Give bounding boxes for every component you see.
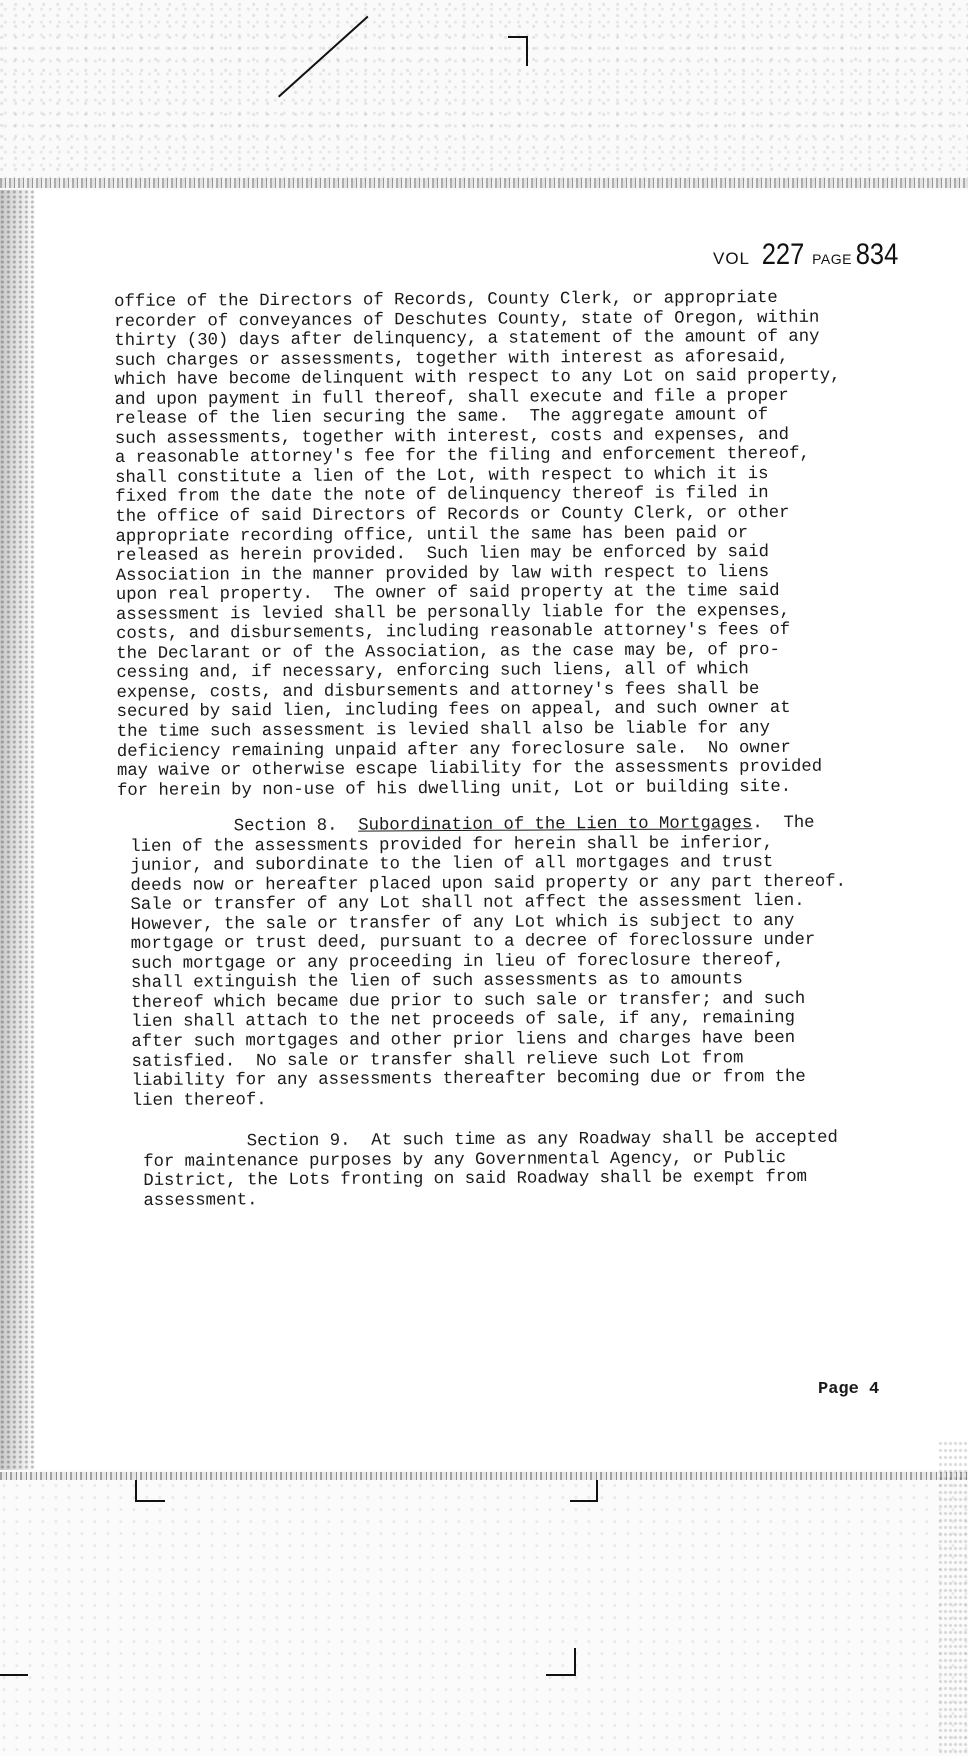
text-line: after such mortgages and other prior liens and charges have been (131, 1028, 796, 1053)
text-line: Sale or transfer of any Lot shall not affect the assessment lien. (130, 892, 805, 916)
crop-mark-bottom-left-vertical (135, 1480, 137, 1502)
crop-mark-bottom-right-vertical (596, 1480, 598, 1502)
vol-number: 227 (761, 238, 805, 271)
section-9-first-line: Section 9. At such time as any Roadway shall be accepted (143, 1128, 838, 1152)
text-line: deficiency remaining unpaid after any foreclosure sale. No owner (116, 738, 791, 762)
crop-mark-lower-left (0, 1674, 28, 1676)
text-line: shall extinguish the lien of such assessments as to amounts (130, 970, 743, 994)
text-line: released as herein provided. Such lien may be enforced by said (115, 543, 769, 567)
text-line: upon real property. The owner of said property at the time said (115, 582, 780, 606)
text-line: thereof which became due prior to such sale or transfer; and such (131, 989, 806, 1013)
section-8-heading: Section 8. (233, 816, 338, 837)
scan-bottom-margin (0, 1470, 968, 1756)
text-line: However, the sale or transfer of any Lot which is subject to any (130, 911, 795, 935)
text-line: deeds now or hereafter placed upon said property or any part thereof. (130, 872, 847, 896)
section-8-paragraph (130, 814, 847, 1112)
page-number-footer: Page 4 (818, 1380, 880, 1399)
vol-label: VOL (713, 249, 751, 268)
text-line: secured by said lien, including fees on appeal, and such owner at (116, 699, 791, 723)
crop-mark-top-vertical (526, 36, 528, 66)
text-line: recorder of conveyances of Deschutes County, state of Oregon, within (114, 308, 820, 332)
text-line: appropriate recording office, until the same has been paid or (115, 523, 749, 547)
section-8-first-line-tail: . The (752, 813, 815, 834)
text-line: thirty (30) days after delinquency, a statement of the amount of any (114, 327, 820, 352)
page-number: 834 (855, 238, 899, 271)
text-line: the office of said Directors of Records or County Clerk, or other (115, 503, 790, 528)
section-9-paragraph (143, 1129, 838, 1211)
text-line: such assessments, together with interest, costs and expenses, and (114, 425, 790, 449)
text-line: assessment. (143, 1190, 258, 1211)
text-line: costs, and disbursements, including reasonable attorney's fees of (116, 621, 791, 645)
text-line: lien shall attach to the net proceeds of sale, if any, remaining (131, 1009, 796, 1033)
text-line: shall constitute a lien of the Lot, with respect to which it is (115, 464, 769, 488)
text-line: the time such assessment is levied shall also be liable for any (116, 719, 771, 743)
crop-mark-lower-center-vertical (574, 1648, 576, 1676)
scan-top-margin (0, 0, 968, 190)
text-line: may waive or otherwise escape liability for the assessments provided (116, 757, 823, 782)
scan-left-shadow (0, 190, 36, 1470)
recording-stamp (713, 238, 902, 272)
text-line: Association in the manner provided by law with respect to liens (115, 562, 770, 586)
text-line: office of the Directors of Records, County Clerk, or appropriate (114, 288, 778, 312)
text-line: for herein by non-use of his dwelling unit, Lot or building site. (116, 777, 792, 801)
text-line: the Declarant or of the Association, as the case may be, of pro- (116, 640, 780, 664)
section-8-title: Subordination of the Lien to Mortgages (358, 814, 753, 836)
text-line: assessment is levied shall be personally liable for the expenses, (115, 601, 791, 625)
crop-mark-lower-center-horizontal (546, 1674, 576, 1676)
text-line: junior, and subordinate to the lien of all mortgages and trust (130, 853, 774, 877)
crop-mark-bottom-left-horizontal (135, 1500, 165, 1502)
text-line: lien thereof. (131, 1090, 267, 1111)
text-line: and upon payment in full thereof, shall execute and file a proper (114, 386, 789, 410)
page-label: PAGE (812, 251, 852, 267)
text-line: release of the lien securing the same. The aggregate amount of (114, 406, 769, 430)
text-line: satisfied. No sale or transfer shall relieve such Lot from (131, 1048, 744, 1072)
text-line: fixed from the date the note of delinquency thereof is filed in (115, 484, 769, 508)
text-line: such charges or assessments, together with interest as aforesaid, (114, 347, 789, 371)
text-line: which have become delinquent with respect to any Lot on said property, (114, 366, 841, 391)
text-line: lien of the assessments provided for herein shall be inferior, (130, 833, 774, 857)
text-line: cessing and, if necessary, enforcing such liens, all of which (116, 660, 749, 684)
text-line: a reasonable attorney's fee for the filing and enforcement thereof, (114, 445, 810, 469)
paragraph-lien-release (114, 289, 843, 802)
scan-bottom-edge (0, 1472, 968, 1480)
text-line: liability for any assessments thereafter becoming due or from the (131, 1067, 806, 1092)
text-line: for maintenance purposes by any Governmental Agency, or Public (143, 1148, 787, 1172)
text-line: expense, costs, and disbursements and attorney's fees shall be (116, 680, 760, 703)
text-line: such mortgage or any proceeding in lieu of foreclosure thereof, (130, 950, 785, 974)
text-line: mortgage or trust deed, pursuant to a decree of foreclossure under (130, 931, 816, 955)
crop-mark-bottom-right-horizontal (570, 1500, 598, 1502)
scan-top-edge (0, 178, 968, 188)
scan-right-noise (938, 1440, 968, 1756)
text-line: District, the Lots fronting on said Roadway shall be exempt from (143, 1168, 808, 1192)
crop-mark-top-horizontal (508, 36, 528, 38)
